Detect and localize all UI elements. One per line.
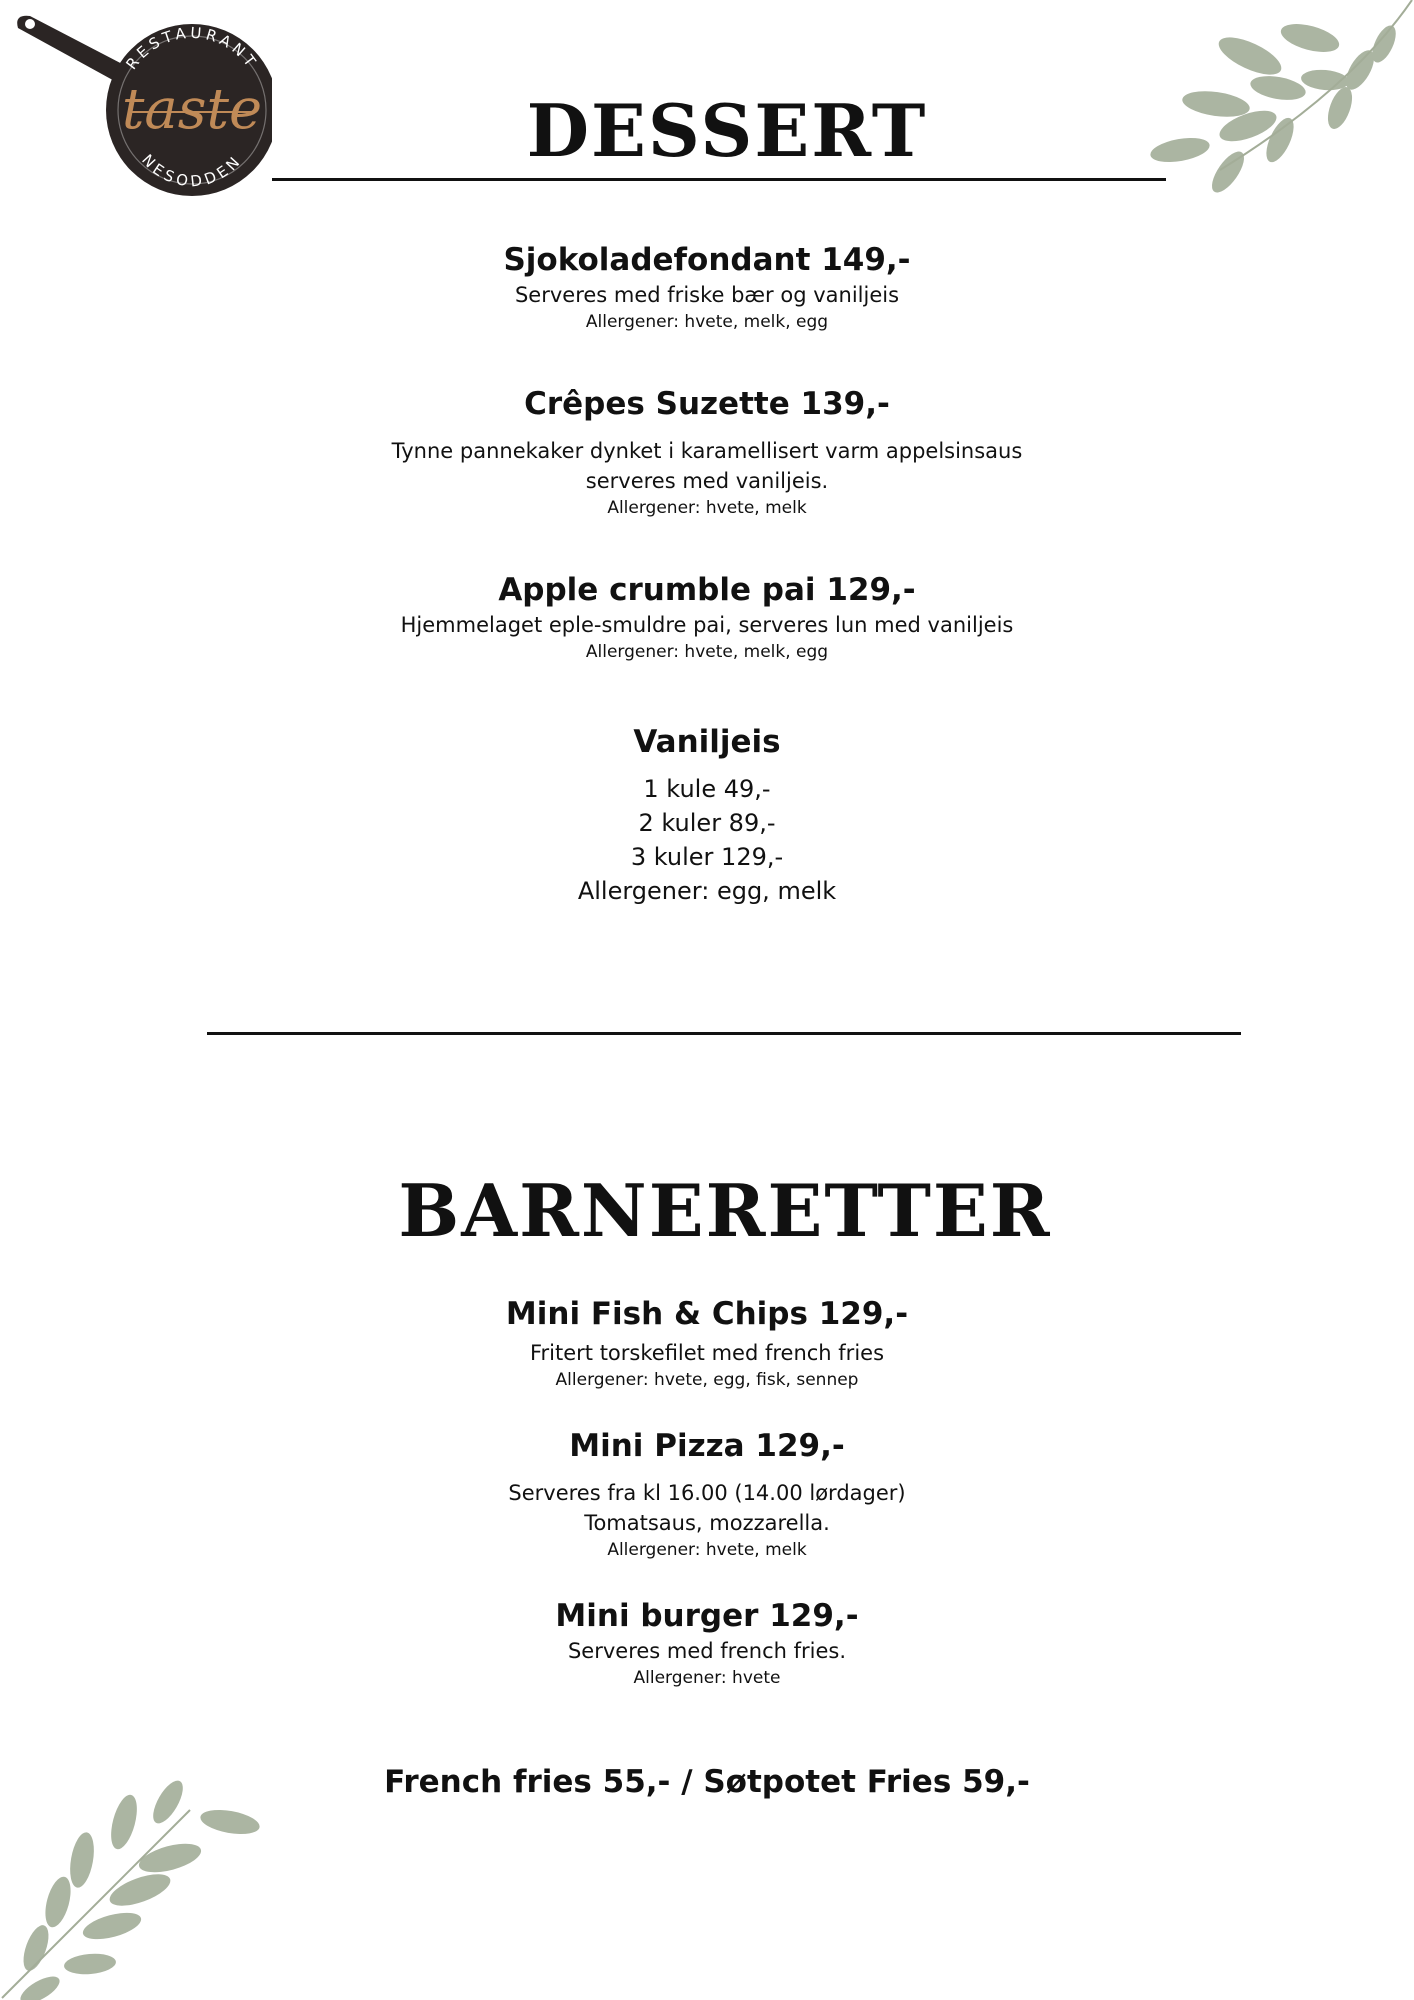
logo-script-text: taste xyxy=(121,77,263,142)
item-allergens: Allergener: egg, melk xyxy=(577,877,837,905)
divider xyxy=(207,1032,1241,1035)
item-description: Hjemmelaget eple-smuldre pai, serveres lun med vaniljeis xyxy=(400,613,1014,637)
menu-item xyxy=(0,570,1414,664)
divider xyxy=(272,178,1166,181)
item-allergens: Allergener: hvete, melk xyxy=(607,1540,807,1560)
item-description: Serveres med friske bær og vaniljeis xyxy=(514,283,900,307)
item-description: Tynne pannekaker dynket i karamellisert varm appelsinsaus xyxy=(391,439,1023,463)
logo-bottom-text: NESODDEN xyxy=(138,150,246,191)
price-line: 3 kuler 129,- xyxy=(630,843,784,871)
menu-item xyxy=(0,240,1414,334)
fries-price-line: French fries 55,- / Søtpotet Fries 59,- xyxy=(384,1764,1030,1800)
price-line: 1 kule 49,- xyxy=(643,775,771,803)
menu-item xyxy=(0,1426,1414,1562)
item-name: Sjokoladefondant 149,- xyxy=(503,242,911,278)
ice-cream-item xyxy=(0,722,1414,908)
item-name: Crêpes Suzette 139,- xyxy=(524,386,890,422)
leaf-branch-icon xyxy=(0,1780,270,2000)
price-line: 2 kuler 89,- xyxy=(638,809,776,837)
item-description: Serveres med french fries. xyxy=(567,1639,847,1663)
menu-item xyxy=(0,1596,1414,1690)
item-name: Vaniljeis xyxy=(633,724,781,760)
item-name: Apple crumble pai 129,- xyxy=(498,572,916,608)
item-allergens: Allergener: hvete, melk, egg xyxy=(585,642,829,662)
item-allergens: Allergener: hvete xyxy=(633,1668,781,1688)
item-allergens: Allergener: hvete, melk xyxy=(607,498,807,518)
item-description: Fritert torskefilet med french fries xyxy=(529,1341,885,1365)
item-name: Mini Pizza 129,- xyxy=(569,1428,845,1464)
kids-heading: BARNERETTER xyxy=(398,1168,1052,1253)
item-allergens: Allergener: hvete, melk, egg xyxy=(585,312,829,332)
item-description: serveres med vaniljeis. xyxy=(585,469,829,493)
item-name: Mini burger 129,- xyxy=(555,1598,859,1634)
item-name: Mini Fish & Chips 129,- xyxy=(505,1296,909,1332)
dessert-heading: DESSERT xyxy=(526,88,928,173)
item-allergens: Allergener: hvete, egg, fisk, sennep xyxy=(555,1370,859,1390)
logo-top-text: RESTAURANT xyxy=(122,23,262,73)
item-description: Tomatsaus, mozzarella. xyxy=(584,1511,830,1535)
menu-item xyxy=(0,384,1414,520)
menu-item xyxy=(0,1294,1414,1392)
item-description: Serveres fra kl 16.00 (14.00 lørdager) xyxy=(508,1481,906,1505)
